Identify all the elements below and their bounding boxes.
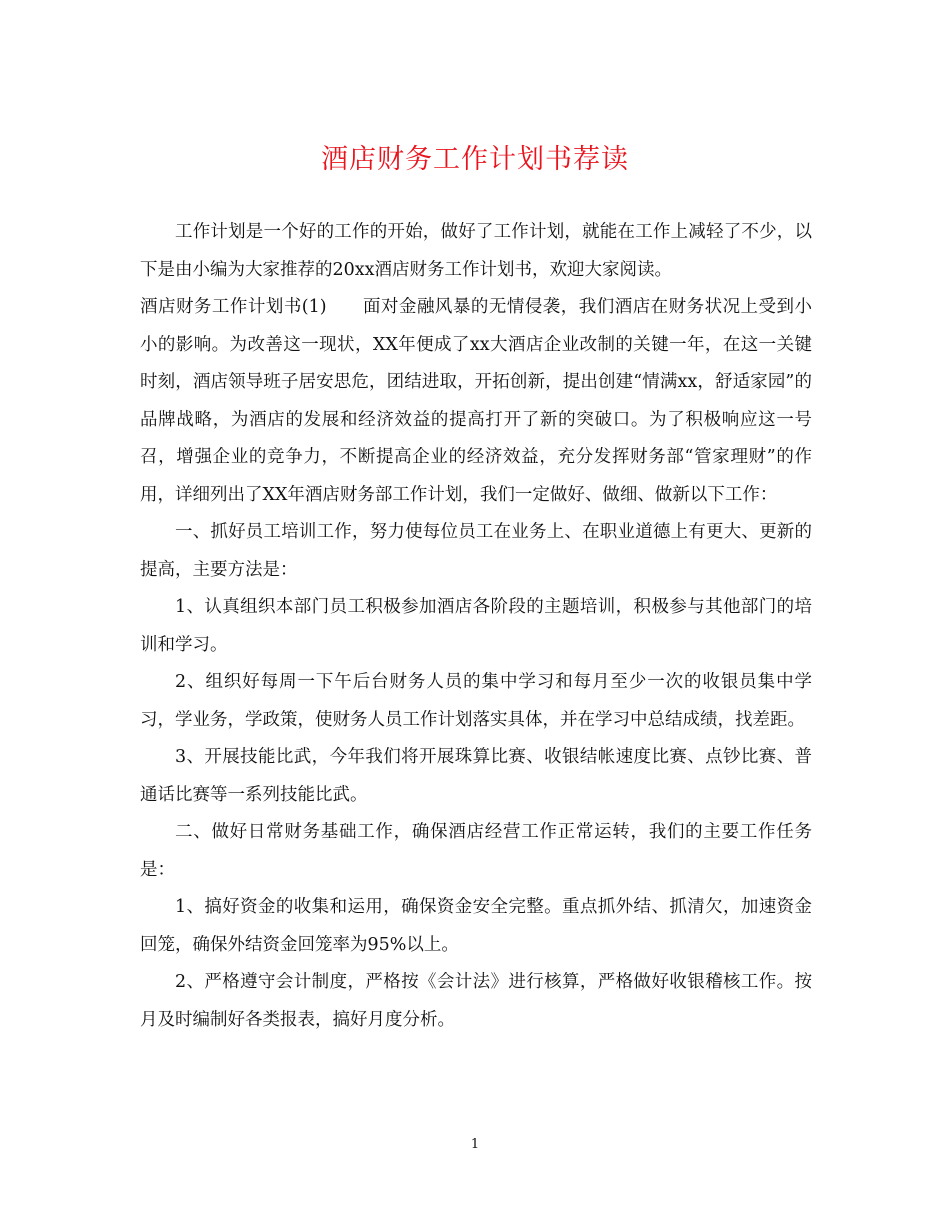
document-title: 酒店财务工作计划书荐读 [321,144,629,175]
document-body [140,214,812,1039]
paragraph: 酒店财务工作计划书(1) 面对金融风暴的无情侵袭，我们酒店在财务状况上受到小小的影响。为改善这一现状，XX年便成了xx大酒店企业改制的关键一年，在这一关键时刻，酒店领导班子居安思危，团结进取，开拓创新，提出创建“情满xx，舒适家园”的品牌战略，为酒店的发展和经济效益的提高打开了新的突破口。为了积极响应这一号召，增强企业的竞争力，不断提高企业的经济效益，充分发挥财务部“管家理财”的作用，详细列出了XX年酒店财务部工作计划，我们一定做好、做细、做新以下工作： [140,297,812,505]
paragraph: 2、严格遵守会计制度，严格按《会计法》进行核算，严格做好收银稽核工作。按月及时编制好各类报表，搞好月度分析。 [140,972,812,1030]
page-number: 1 [470,1137,480,1152]
paragraph: 1、搞好资金的收集和运用，确保资金安全完整。重点抓外结、抓清欠，加速资金回笼，确保外结资金回笼率为95%以上。 [140,897,812,955]
paragraph: 二、做好日常财务基础工作，确保酒店经营工作正常运转，我们的主要工作任务是： [140,822,812,880]
paragraph: 3、开展技能比武，今年我们将开展珠算比赛、收银结帐速度比赛、点钞比赛、普通话比赛等一系列技能比武。 [140,747,812,805]
paragraph: 一、抓好员工培训工作，努力使每位员工在业务上、在职业道德上有更大、更新的提高，主要方法是： [140,522,812,580]
paragraph: 工作计划是一个好的工作的开始，做好了工作计划，就能在工作上减轻了不少，以下是由小编为大家推荐的20xx酒店财务工作计划书，欢迎大家阅读。 [140,222,812,280]
paragraph: 1、认真组织本部门员工积极参加酒店各阶段的主题培训，积极参与其他部门的培训和学习。 [140,597,812,655]
paragraph: 2、组织好每周一下午后台财务人员的集中学习和每月至少一次的收银员集中学习，学业务，学政策，使财务人员工作计划落实具体，并在学习中总结成绩，找差距。 [140,672,812,730]
